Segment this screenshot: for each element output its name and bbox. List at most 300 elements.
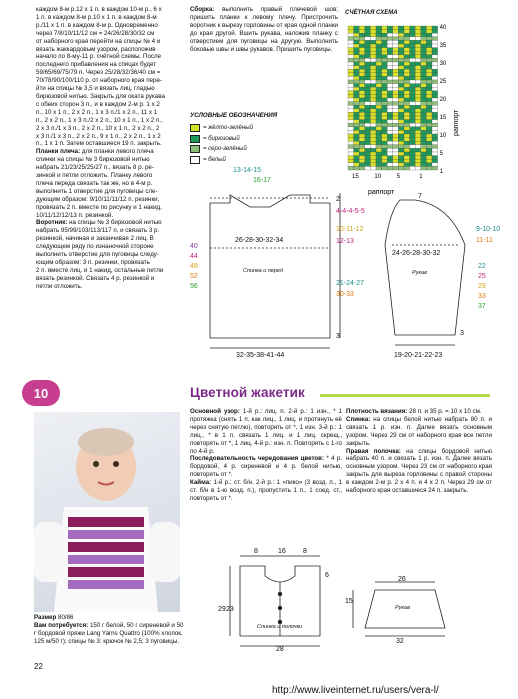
scheme-cell: [376, 130, 382, 134]
scheme-cell: [348, 130, 354, 134]
scheme-cell: [359, 84, 365, 88]
scheme-cell: [376, 30, 382, 34]
scheme-cell: [354, 80, 360, 84]
scheme-cell: [376, 91, 382, 95]
scheme-cell: [354, 127, 360, 131]
scheme-cell: [398, 105, 404, 109]
d2-right-value: 37: [478, 303, 486, 310]
scheme-cell: [359, 66, 365, 70]
scheme-cell: [370, 48, 376, 52]
scheme-cell: [398, 141, 404, 145]
scheme-cell: [370, 91, 376, 95]
scheme-cell: [398, 84, 404, 88]
section-title-bar: [190, 385, 490, 403]
column1-line: 2 п. вместе лиц. и 1 накид, остальные петли: [36, 266, 164, 274]
scheme-cell: [415, 130, 421, 134]
scheme-cell: [393, 112, 399, 116]
scheme-cell: [393, 91, 399, 95]
scheme-cell: [393, 26, 399, 30]
scheme-cell: [370, 156, 376, 160]
scheme-cell: [393, 87, 399, 91]
density-label: Плотность вязания:: [346, 408, 408, 415]
d2-top: 7: [418, 193, 422, 200]
column1-line: п., 1 x 1 п. Затем оставшиеся 19 п. закрыть.: [36, 140, 162, 148]
scheme-cell: [376, 66, 382, 70]
scheme-cell: [354, 109, 360, 113]
column1-line: следующем ряду по изнаночной стороне: [36, 243, 154, 251]
d4-bottom: 32: [396, 638, 404, 645]
scheme-cell: [376, 152, 382, 156]
scheme-cell: [376, 84, 382, 88]
d3-top-a: 8: [254, 548, 258, 555]
scheme-cell: [354, 30, 360, 34]
scheme-cell: [354, 87, 360, 91]
scheme-cell: [415, 44, 421, 48]
scheme-cell: [382, 69, 388, 73]
scheme-cell: [387, 102, 393, 106]
scheme-cell: [382, 55, 388, 59]
scheme-cell: [426, 127, 432, 131]
column1-line: петли отложить.: [36, 282, 83, 290]
scheme-cell: [382, 166, 388, 170]
scheme-cell: [348, 141, 354, 145]
scheme-cell: [359, 55, 365, 59]
column1-line: начало по 8-му-11 р. счётной схемы. После: [36, 53, 162, 61]
scheme-cell: [432, 40, 438, 44]
scheme-cell: [365, 148, 371, 152]
scheme-cell: [398, 94, 404, 98]
scheme-cell: [426, 141, 432, 145]
scheme-cell: [376, 26, 382, 30]
legend-item: [190, 134, 253, 145]
scheme-cell: [410, 33, 416, 37]
scheme-cell: [426, 26, 432, 30]
scheme-cell: [376, 141, 382, 145]
scheme-cell: [370, 98, 376, 102]
scheme-cell: [370, 37, 376, 41]
scheme-cell: [387, 127, 393, 131]
scheme-cell: [387, 62, 393, 66]
d3-side: 6: [325, 572, 329, 579]
right-front-label: Правая полочка:: [346, 447, 401, 455]
scheme-cell: [398, 156, 404, 160]
scheme-cell: [376, 62, 382, 66]
scheme-cell: [370, 166, 376, 170]
scheme-cell: [365, 48, 371, 52]
scheme-cell: [426, 130, 432, 134]
scheme-cell: [415, 26, 421, 30]
scheme-cell: [365, 145, 371, 149]
column1-line: вязать резинкой. Связать 4 р. резинкой и: [36, 274, 155, 282]
d2-right-b: 11-11: [476, 237, 493, 244]
scheme-cell: [365, 76, 371, 80]
scheme-cell: [354, 152, 360, 156]
d4-side: 15: [345, 598, 353, 605]
legend-label: = бирюзовый: [203, 135, 240, 142]
scheme-cell: [354, 84, 360, 88]
scheme-cell: [387, 134, 393, 138]
scheme-cell: [382, 48, 388, 52]
scheme-cell: [410, 145, 416, 149]
scheme-cell: [370, 120, 376, 124]
scheme-cell: [410, 134, 416, 138]
scheme-cell: [370, 116, 376, 120]
scheme-cell: [370, 105, 376, 109]
scheme-cell: [376, 33, 382, 37]
legend-swatch: [190, 124, 200, 132]
scheme-cell: [432, 120, 438, 124]
scheme-cell: [398, 76, 404, 80]
scheme-cell: [421, 62, 427, 66]
scheme-cell: [354, 48, 360, 52]
scheme-cell: [370, 127, 376, 131]
scheme-cell: [382, 51, 388, 55]
scheme-cell: [365, 159, 371, 163]
scheme-cell: [398, 152, 404, 156]
scheme-cell: [393, 58, 399, 62]
scheme-cell: [393, 102, 399, 106]
scheme-cell: [404, 26, 410, 30]
scheme-cell: [370, 26, 376, 30]
scheme-row-number: 5: [439, 151, 443, 157]
scheme-cell: [421, 37, 427, 41]
scheme-cell: [432, 69, 438, 73]
scheme-cell: [348, 58, 354, 62]
column1-line: 70/78/90/100/110 р. от наборного края пере-: [36, 77, 162, 85]
column1-line: Воротник: на спицы № 3 бирюзовой нитью: [36, 219, 162, 227]
d1-bottom: 32-35-38-41-44: [236, 352, 285, 359]
section-number-badge: 10: [22, 380, 60, 406]
scheme-cell: [376, 102, 382, 106]
scheme-cell: [348, 123, 354, 127]
scheme-cell: [359, 94, 365, 98]
scheme-cell: [348, 76, 354, 80]
scheme-cell: [421, 152, 427, 156]
scheme-cell: [354, 37, 360, 41]
scheme-cell: [410, 105, 416, 109]
scheme-cell: [421, 55, 427, 59]
legend-item: [190, 123, 253, 134]
d2-right-a: 9-10-10: [476, 226, 501, 233]
scheme-cell: [426, 48, 432, 52]
scheme-cell: [382, 152, 388, 156]
scheme-cell: [398, 87, 404, 91]
scheme-cell: [432, 105, 438, 109]
scheme-cell: [415, 55, 421, 59]
scheme-cell: [393, 98, 399, 102]
scheme-cell: [348, 55, 354, 59]
section-title: Цветной жакетик: [190, 385, 305, 400]
scheme-cell: [415, 51, 421, 55]
scheme-cell: [432, 58, 438, 62]
scheme-cell: [426, 152, 432, 156]
scheme-cell: [365, 80, 371, 84]
scheme-cell: [365, 73, 371, 77]
scheme-cell: [404, 148, 410, 152]
page-number: 22: [34, 662, 43, 671]
scheme-cell: [421, 30, 427, 34]
scheme-cell: [348, 138, 354, 142]
scheme-row-number: 15: [439, 115, 447, 121]
scheme-cell: [410, 159, 416, 163]
scheme-cell: [415, 123, 421, 127]
scheme-cell: [365, 26, 371, 30]
scheme-cell: [376, 163, 382, 167]
scheme-cell: [370, 159, 376, 163]
scheme-cell: [421, 123, 427, 127]
scheme-cell: [354, 105, 360, 109]
scheme-cell: [415, 87, 421, 91]
photo-caption: [34, 614, 184, 646]
scheme-cell: [365, 156, 371, 160]
scheme-cell: [365, 37, 371, 41]
scheme-cell: [398, 73, 404, 77]
scheme-cell: [382, 91, 388, 95]
scheme-cell: [348, 156, 354, 160]
scheme-row-number: 10: [439, 133, 447, 139]
scheme-cell: [387, 69, 393, 73]
scheme-cell: [359, 109, 365, 113]
scheme-cell: [421, 94, 427, 98]
scheme-cell: [365, 69, 371, 73]
scheme-cell: [410, 91, 416, 95]
scheme-cell: [404, 80, 410, 84]
edge-label: Кайма:: [190, 479, 212, 487]
scheme-cell: [398, 102, 404, 106]
scheme-col-number: 5: [396, 174, 401, 180]
scheme-cell: [387, 159, 393, 163]
scheme-cell: [370, 145, 376, 149]
scheme-cell: [387, 166, 393, 170]
column1-line: вязать жаккардовым узором, расположив: [36, 45, 156, 53]
scheme-cell: [354, 69, 360, 73]
scheme-cell: [398, 40, 404, 44]
scheme-cell: [354, 91, 360, 95]
scheme-cell: [415, 94, 421, 98]
scheme-cell: [387, 123, 393, 127]
scheme-cell: [365, 55, 371, 59]
scheme-cell: [404, 58, 410, 62]
scheme-cell: [415, 84, 421, 88]
right-front-text: на спицы бордовой нитью набрать 40 п. и связать 1 р. изн. п. Далее вязать основным узором. Через 23 см от наборного края закрыть для выреза горловины с правой стороны в каждом 2-м р. 2 x 4 п. и 4 x 2 п. Через 29 см от наборного края оставшиеся 24 п. закрыть.: [346, 447, 492, 495]
scheme-cell: [426, 159, 432, 163]
scheme-cell: [426, 58, 432, 62]
scheme-cell: [426, 163, 432, 167]
scheme-cell: [387, 156, 393, 160]
scheme-cell: [348, 148, 354, 152]
scheme-cell: [415, 40, 421, 44]
scheme-cell: [370, 44, 376, 48]
scheme-cell: [415, 141, 421, 145]
scheme-cell: [404, 112, 410, 116]
scheme-cell: [410, 109, 416, 113]
scheme-cell: [393, 76, 399, 80]
scheme-cell: [432, 94, 438, 98]
d1-right-e: 30-33: [336, 291, 354, 298]
scheme-cell: [365, 40, 371, 44]
scheme-cell: [398, 130, 404, 134]
scheme-cell: [382, 66, 388, 70]
scheme-cell: [426, 66, 432, 70]
colors-label: Последовательность чередования цветов:: [190, 455, 325, 463]
scheme-cell: [398, 134, 404, 138]
scheme-cell: [359, 130, 365, 134]
scheme-cell: [410, 148, 416, 152]
scheme-cell: [387, 105, 393, 109]
d1-label: Спинка и перед: [243, 268, 284, 274]
scheme-cell: [382, 102, 388, 106]
source-url[interactable]: http://www.liveinternet.ru/users/vera-l/: [272, 685, 439, 696]
d1-right-top: 2: [336, 196, 340, 203]
scheme-cell: [348, 127, 354, 131]
scheme-cell: [370, 73, 376, 77]
scheme-cell: [387, 120, 393, 124]
scheme-cell: [421, 73, 427, 77]
scheme-cell: [370, 152, 376, 156]
legend-item: [190, 144, 253, 155]
scheme-cell: [359, 30, 365, 34]
scheme-cell: [365, 138, 371, 142]
scheme-cell: [432, 91, 438, 95]
scheme-cell: [426, 62, 432, 66]
scheme-cell: [421, 127, 427, 131]
scheme-cell: [382, 87, 388, 91]
scheme-cell: [359, 166, 365, 170]
scheme-cell: [348, 102, 354, 106]
scheme-cell: [393, 123, 399, 127]
scheme-row-number: 20: [439, 97, 447, 103]
scheme-cell: [359, 40, 365, 44]
scheme-cell: [404, 44, 410, 48]
scheme-cell: [398, 163, 404, 167]
d3-bottom: 28: [276, 646, 284, 653]
scheme-cell: [410, 166, 416, 170]
scheme-cell: [410, 163, 416, 167]
scheme-cell: [421, 130, 427, 134]
scheme-cell: [365, 123, 371, 127]
scheme-cell: [426, 138, 432, 142]
scheme-title: СЧЁТНАЯ СХЕМА: [345, 10, 398, 16]
scheme-cell: [365, 109, 371, 113]
scheme-cell: [421, 156, 427, 160]
scheme-cell: [365, 62, 371, 66]
scheme-cell: [426, 156, 432, 160]
scheme-cell: [365, 152, 371, 156]
scheme-cell: [410, 120, 416, 124]
column1-line: йти на спицы № 3,5 и вязать лиц. гладью: [36, 85, 155, 93]
scheme-cell: [410, 76, 416, 80]
scheme-cell: [404, 66, 410, 70]
scheme-cell: [365, 66, 371, 70]
scheme-cell: [410, 138, 416, 142]
scheme-cell: [393, 30, 399, 34]
scheme-cell: [404, 134, 410, 138]
scheme-cell: [348, 145, 354, 149]
scheme-cell: [421, 48, 427, 52]
scheme-cell: [365, 58, 371, 62]
scheme-cell: [365, 94, 371, 98]
d1-mid: 26-28-30-32-34: [235, 237, 284, 244]
scheme-cell: [415, 109, 421, 113]
scheme-cell: [432, 76, 438, 80]
scheme-cell: [393, 80, 399, 84]
scheme-cell: [404, 116, 410, 120]
scheme-cell: [382, 120, 388, 124]
scheme-cell: [359, 159, 365, 163]
scheme-cell: [370, 123, 376, 127]
scheme-cell: [376, 37, 382, 41]
scheme-cell: [426, 40, 432, 44]
scheme-cell: [404, 48, 410, 52]
scheme-cell: [398, 109, 404, 113]
scheme-cell: [382, 98, 388, 102]
scheme-cell: [370, 62, 376, 66]
scheme-cell: [426, 80, 432, 84]
scheme-cell: [393, 130, 399, 134]
scheme-cell: [354, 62, 360, 66]
column1-line: набрать 95/99/103/113/117 п. и связать 3 р.: [36, 227, 160, 235]
colors-text: * 4 р. бордовой, 4 р. сиреневой и 4 р. белой нитью, повторять от *.: [190, 455, 342, 479]
back-label: Спинка:: [346, 415, 371, 423]
scheme-cell: [365, 30, 371, 34]
scheme-cell: [398, 37, 404, 41]
d2-right-value: 33: [478, 293, 486, 300]
scheme-cell: [398, 80, 404, 84]
scheme-cell: [354, 58, 360, 62]
scheme-cell: [365, 84, 371, 88]
scheme-cell: [387, 30, 393, 34]
scheme-cell: [387, 84, 393, 88]
scheme-cell: [359, 116, 365, 120]
scheme-cell: [370, 55, 376, 59]
scheme-cell: [348, 94, 354, 98]
scheme-cell: [421, 40, 427, 44]
scheme-cell: [354, 148, 360, 152]
scheme-cell: [393, 127, 399, 131]
scheme-cell: [432, 84, 438, 88]
scheme-cell: [387, 51, 393, 55]
scheme-cell: [376, 55, 382, 59]
column1-line: от наборного края перейти на спицы № 4 и: [36, 37, 161, 45]
size-value: 80/86: [56, 614, 74, 621]
scheme-cell: [376, 138, 382, 142]
scheme-cell: [415, 80, 421, 84]
scheme-cell: [354, 123, 360, 127]
scheme-cell: [404, 40, 410, 44]
scheme-cell: [393, 152, 399, 156]
scheme-cell: [432, 73, 438, 77]
scheme-cell: [376, 112, 382, 116]
legend-swatch: [190, 135, 200, 143]
scheme-cell: [426, 98, 432, 102]
title-divider: [320, 394, 490, 397]
scheme-cell: [376, 156, 382, 160]
scheme-cell: [348, 84, 354, 88]
scheme-cell: [348, 48, 354, 52]
baby-photo: [34, 412, 180, 612]
legend-label: = жёлто-зелёный: [203, 125, 253, 132]
scheme-cell: [370, 130, 376, 134]
scheme-cell: [404, 166, 410, 170]
scheme-cell: [415, 73, 421, 77]
scheme-cell: [398, 30, 404, 34]
scheme-cell: [387, 48, 393, 52]
scheme-cell: [393, 141, 399, 145]
column1-line: спинки на спицы № 3 бирюзовой нитью: [36, 156, 150, 164]
scheme-cell: [432, 30, 438, 34]
scheme-cell: [359, 48, 365, 52]
scheme-cell: [365, 130, 371, 134]
